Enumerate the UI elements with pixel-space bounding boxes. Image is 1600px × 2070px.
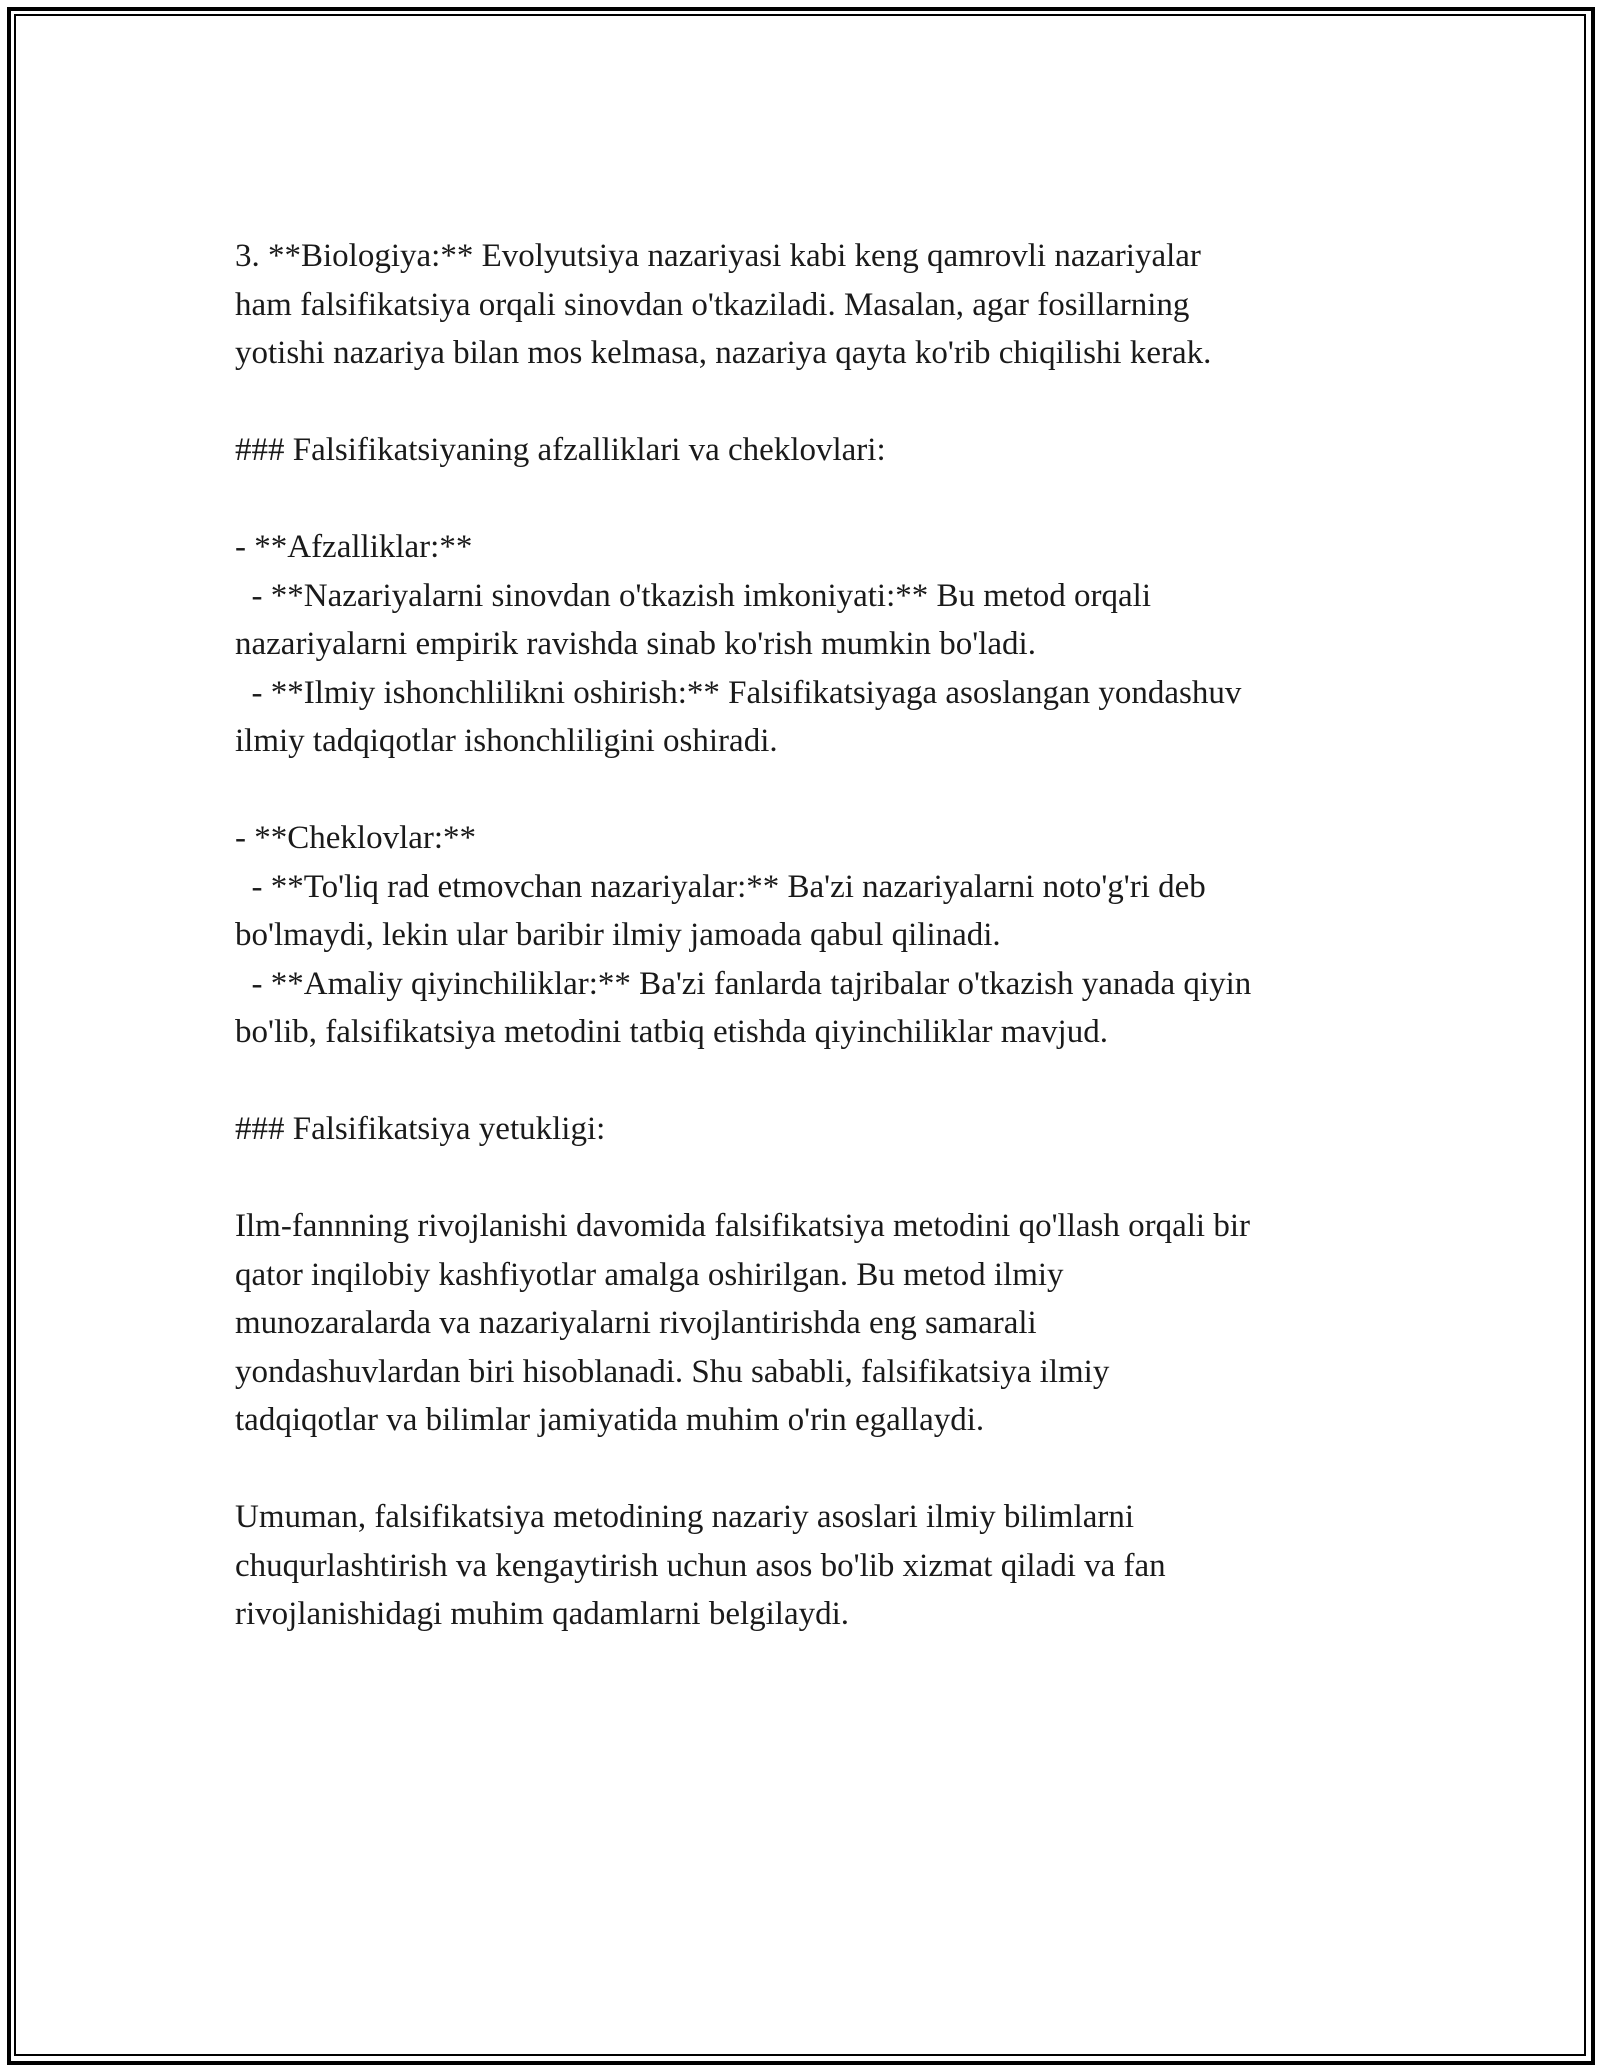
paragraph-line: yondashuvlardan biri hisoblanadi. Shu sababli, falsifikatsiya ilmiy: [235, 1353, 1110, 1390]
list-item: - **Afzalliklar:**: [235, 529, 473, 565]
list-item: - **Nazariyalarni sinovdan o'tkazish imkoniyati:** Bu metod orqali: [235, 577, 1151, 614]
paragraph-line: Umuman, falsifikatsiya metodining nazariy asoslari ilmiy bilimlarni: [235, 1499, 1135, 1535]
text-line: yotishi nazariya bilan mos kelmasa, nazariya qayta ko'rib chiqilishi kerak.: [235, 335, 1212, 371]
paragraph-line: chuqurlashtirish va kengaytirish uchun asos bo'lib xizmat qiladi va fan: [235, 1547, 1166, 1584]
text-line: nazariyalarni empirik ravishda sinab ko'rish mumkin bo'ladi.: [235, 626, 1036, 662]
blank-line: [235, 1154, 1385, 1203]
list-item: - **To'liq rad etmovchan nazariyalar:** Ba'zi nazariyalarni noto'g'ri deb: [235, 868, 1206, 905]
section-heading: ### Falsifikatsiya yetukligi:: [235, 1111, 606, 1147]
paragraph-line: Ilm-fannning rivojlanishi davomida falsifikatsiya metodini qo'llash orqali bir: [235, 1208, 1250, 1244]
list-item: - **Ilmiy ishonchlilikni oshirish:** Falsifikatsiyaga asoslangan yondashuv: [235, 674, 1242, 711]
blank-line: [235, 1057, 1385, 1106]
text-line: bo'lib, falsifikatsiya metodini tatbiq etishda qiyinchiliklar mavjud.: [235, 1014, 1108, 1050]
blank-line: [235, 1445, 1385, 1494]
text-line: bo'lmaydi, lekin ular baribir ilmiy jamoada qabul qilinadi.: [235, 917, 1001, 953]
list-item: - **Cheklovlar:**: [235, 820, 477, 856]
paragraph-line: tadqiqotlar va bilimlar jamiyatida muhim o'rin egallaydi.: [235, 1402, 985, 1438]
text-line: ham falsifikatsiya orqali sinovdan o'tkaziladi. Masalan, agar fosillarning: [235, 286, 1190, 323]
paragraph-line: qator inqilobiy kashfiyotlar amalga oshirilgan. Bu metod ilmiy: [235, 1256, 1064, 1293]
blank-line: [235, 475, 1385, 524]
paragraph-line: rivojlanishidagi muhim qadamlarni belgilaydi.: [235, 1596, 850, 1632]
blank-line: [235, 378, 1385, 427]
paragraph-line: munozaralarda va nazariyalarni rivojlantirishda eng samarali: [235, 1305, 1037, 1341]
section-heading: ### Falsifikatsiyaning afzalliklari va cheklovlari:: [235, 432, 886, 468]
document-body: [235, 232, 1385, 1639]
blank-line: [235, 766, 1385, 815]
list-item: - **Amaliy qiyinchiliklar:** Ba'zi fanlarda tajribalar o'tkazish yanada qiyin: [235, 965, 1252, 1002]
text-line: 3. **Biologiya:** Evolyutsiya nazariyasi kabi keng qamrovli nazariyalar: [235, 238, 1201, 274]
text-line: ilmiy tadqiqotlar ishonchliligini oshiradi.: [235, 723, 778, 759]
